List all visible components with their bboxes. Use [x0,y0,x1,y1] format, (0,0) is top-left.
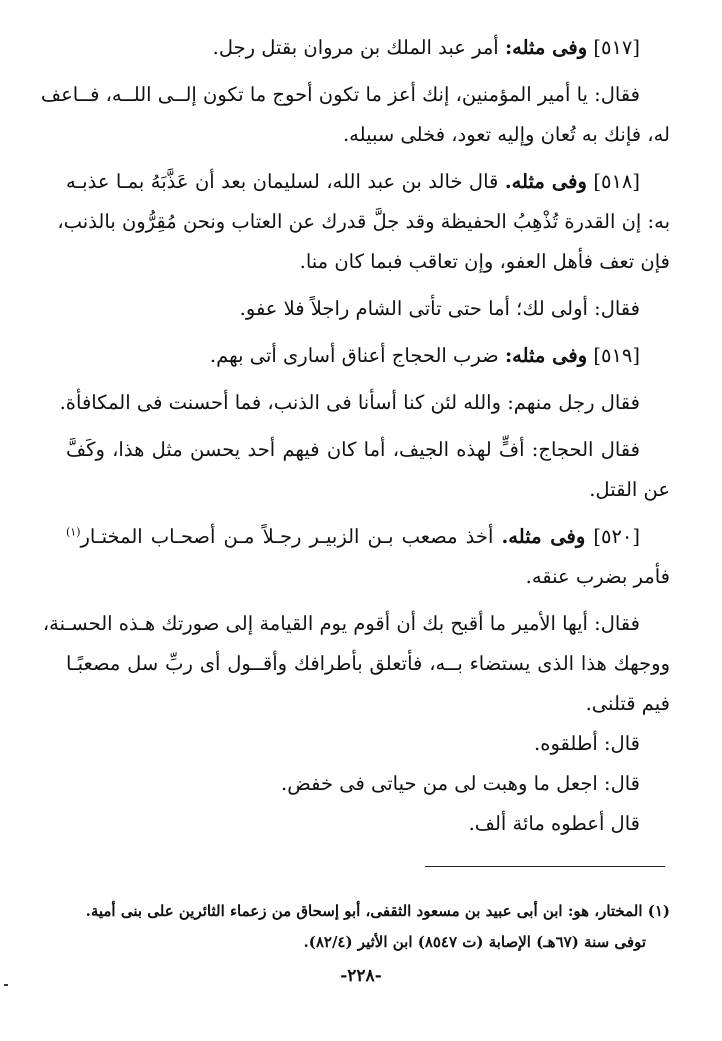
text-line: له، فإنك به تُعان وإليه تعود، فخلى سبيله. [342,123,670,146]
text-line [66,162,670,202]
paragraph-517 [66,28,670,68]
paragraph-520 [66,517,670,597]
footnote-line: توفى سنة (٦٧هـ) الإصابة (ت ٨٥٤٧) ابن الأثير (٨٢/٤). [303,933,646,951]
text-line: فقال الحجاج: أفٍّ لهذه الجيف، أما كان فيهم أحد يحسن مثل هذا، وكَفَّ [66,438,640,461]
line-text: ضرب الحجاج أعناق أسارى أتى بهم. [209,344,505,367]
footnote-divider [425,866,665,867]
entry-number: [٥١٩] [587,344,640,367]
paragraph [42,604,670,724]
text-line: فإن تعف فأهل العفو، وإن تعاقب فبما كان منا. [299,250,670,273]
text-line: فقال: أولى لك؛ أما حتى تأتى الشام راجلاً فلا عفو. [239,297,640,320]
text-line: فأمر بضرب عنقه. [525,565,670,588]
entry-heading: وفى مثله. [501,525,586,548]
footnote [66,896,670,958]
entry-heading: وفى مثله: [504,344,588,367]
paragraph [59,383,670,423]
footnote-line: (١) المختار، هو: ابن أبى عبيد بن مسعود الثقفى، أبو إسحاق من زعماء الثائرين على بنى أمية. [85,902,670,920]
line-text: أمر عبد الملك بن مروان بقتل رجل. [212,36,505,59]
footnote-reference[interactable]: (١) [66,525,81,539]
text-line: فيم قتلنى. [585,692,670,715]
text-line: قال: أطلقوه. [534,732,640,755]
text-line [66,517,670,557]
entry-number: [٥١٨] [586,170,640,193]
text-line: فقال: أيها الأمير ما أقبح بك أن أقوم يوم القيامة إلى صورتك هـذه الحسـنة، [42,612,640,635]
text-line: قال: اجعل ما وهبت لى من حياتى فى خفض. [281,772,640,795]
paragraph-518 [57,162,670,282]
paragraph [66,764,670,804]
text-line [66,336,670,376]
entry-number: [٥١٧] [587,36,640,59]
entry-heading: وفى مثله. [504,170,587,193]
paragraph [40,75,670,155]
text-line: فقال رجل منهم: والله لئن كنا أسأنا فى الذنب، فما أحسنت فى المكافأة. [59,391,640,414]
line-text: أخذ مصعب بـن الزبيـر رجـلاً مـن أصحـاب المختـار [80,525,502,548]
line-text: قال خالد بن عبد الله، لسليمان بعد أن عَذَّبَهُ بمـا عذبـه [66,170,505,193]
paragraph [66,430,670,510]
scan-mark [4,984,8,986]
entry-number: [٥٢٠] [585,525,641,548]
text-line: عن القتل. [589,478,670,501]
text-line: به: إن القدرة تُذْهِبُ الحفيظة وقد جلَّ قدرك عن العتاب ونحن مُقِرُّون بالذنب، [57,210,670,233]
text-line: قال أعطوه مائة ألف. [468,812,640,835]
paragraph-519 [66,336,670,376]
page-body [40,28,670,844]
paragraph [66,724,670,764]
text-line: ووجهك هذا الذى يستضاء بــه، فأتعلق بأطرافك وأقــول أى ربِّ سل مصعبًـا [66,652,670,675]
paragraph [66,289,670,329]
page-number: -٢٢٨- [340,966,382,986]
text-line [66,28,670,68]
text-line: فقال: يا أمير المؤمنين، إنك أعز ما تكون أحوج ما تكون إلــى اللــه، فــاعف [40,83,640,106]
entry-heading: وفى مثله: [504,36,588,59]
paragraph [66,804,670,844]
